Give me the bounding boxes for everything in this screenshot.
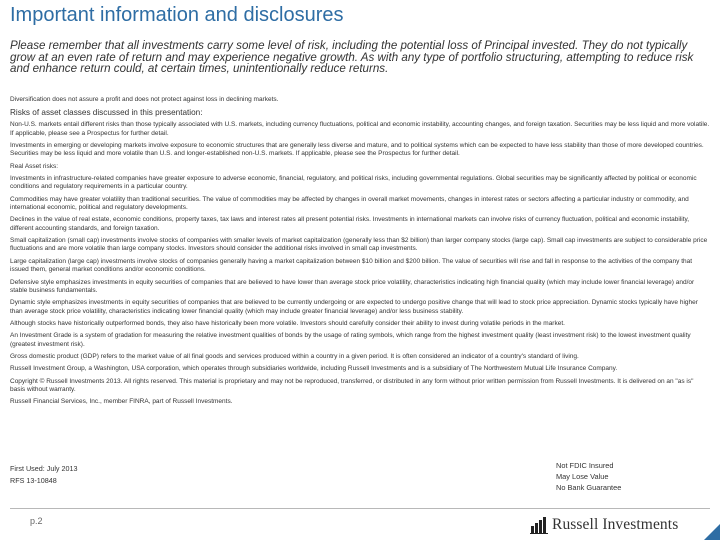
- commodities-paragraph: Commodities may have greater volatility than traditional securities. The value of commodities may be affected by changes in overall market movements, changes in interest rates or sectors affecting a particular industry or commodity, and international economic, political and regulatory developments.: [10, 195, 689, 212]
- notice-line-guarantee: No Bank Guarantee: [556, 483, 622, 493]
- fdic-notice: [556, 460, 706, 494]
- russell-logo: [530, 515, 678, 535]
- non-us-paragraph: Non-U.S. markets entail different risks than those typically associated with U.S. markets, including currency fluctuations, political and economic instability, accounting changes, and foreign taxation. Securities may be less liquid and more volatile. If applicable, please see a Prospectus for further detail.: [10, 121, 710, 137]
- stocks-paragraph: Although stocks have historically outperformed bonds, they also have historically been more volatile. Investors should carefully consider their ability to invest during volatile periods in the market.: [10, 319, 565, 327]
- russell-logo-text: Russell Investments: [552, 516, 679, 533]
- infrastructure-paragraph: Investments in infrastructure-related companies have greater exposure to adverse economic, financial, regulatory, and political risks, including governmental regulations. Global securities may be significantly affected by political or economic conditions and regulatory requirements in a particular country.: [10, 175, 697, 191]
- defensive-style-paragraph: Defensive style emphasizes investments in equity securities of companies that are believed to have lower than average stock price volatility, characteristics indicating high financial quality (which may include lower financial leverage) and/or stable business fundamentals.: [10, 278, 695, 294]
- page-number: p.2: [30, 516, 43, 526]
- real-assets-heading: Real Asset risks:: [10, 162, 59, 170]
- rfs-code: RFS 13-10848: [10, 476, 57, 485]
- footer-divider: [10, 508, 710, 509]
- copyright-paragraph: Copyright © Russell Investments 2013. All rights reserved. This material is proprietary and may not be reproduced, transferred, or distributed in any form without prior written permission from Russell Investments. It is delivered on an "as is" basis without warranty.: [10, 377, 694, 393]
- first-used-block: [10, 463, 78, 487]
- small-cap-paragraph: Small capitalization (small cap) investments involve stocks of companies with smaller levels of market capitalization (generally less than $2 billion) than larger company stocks (large cap). Small cap investments are subject to considerable price fluctuations and are more volatile than large company stocks. Investors should consider the additional risks involved in small cap investments.: [10, 237, 708, 253]
- first-used-date: First Used: July 2013: [10, 464, 78, 473]
- russell-logo-icon: [530, 516, 548, 534]
- notice-line-fdic: Not FDIC Insured: [556, 461, 614, 470]
- large-cap-paragraph: Large capitalization (large cap) investments involve stocks of companies generally having a market capitalization between $10 billion and $200 billion. The value of securities will rise and fall in response to the activities of the company that issued them, general market conditions and/or economic conditions.: [10, 257, 693, 274]
- real-estate-paragraph: Declines in the value of real estate, economic conditions, property taxes, tax laws and interest rates all present potential risks. Investments in international markets can involve risks of currency fluctuation, political and economic instability, different accounting standards, and foreign taxation.: [10, 216, 690, 232]
- page-corner-icon: [704, 524, 720, 540]
- intro-paragraph: Please remember that all investments carry some level of risk, including the potential loss of Principal invested. They do not typically grow at an even rate of return and may experience negative growth. As with any type of portfolio structuring, attempting to reduce risk and enhance return could, at certain times, unintentionally reduce returns.: [10, 39, 694, 76]
- dynamic-style-paragraph: Dynamic style emphasizes investments in equity securities of companies that are believed to be currently undergoing or are expected to undergo positive change that will lead to stock price appreciation. Dynamic stocks typically have higher than average stock price volatility, characteristics indicating lower financial quality (which may include greater financial leverage) and/or less business stability.: [10, 299, 698, 315]
- risks-heading: Risks of asset classes discussed in this presentation:: [10, 108, 203, 118]
- investment-grade-paragraph: An Investment Grade is a system of gradation for measuring the relative investment qualities of bonds by the usage of rating symbols, which range from the highest investment quality (least investment risk) to the lowest investment quality (greatest investment risk).: [10, 332, 691, 348]
- notice-line-value: May Lose Value: [556, 472, 609, 482]
- page-title: Important information and disclosures: [10, 4, 344, 26]
- diversification-paragraph: Diversification does not assure a profit and does not protect against loss in declining markets.: [10, 96, 279, 103]
- gdp-paragraph: Gross domestic product (GDP) refers to the market value of all final goods and services produced within a country in a given period. It is often considered an indicator of a country's standard of living.: [10, 352, 579, 360]
- disclosure-body: [10, 96, 710, 411]
- finra-paragraph: Russell Financial Services, Inc., member FINRA, part of Russell Investments.: [10, 398, 233, 406]
- emerging-markets-paragraph: Investments in emerging or developing markets involve exposure to economic structures that are generally less diverse and mature, and to political systems which can be expected to have less stability than those of more developed countries. Securities may be less liquid and more volatile than U.S. and longer-established non-U.S. markets. If applicable, please see the Prospectus for further detail.: [10, 142, 704, 158]
- russell-group-paragraph: Russell Investment Group, a Washington, USA corporation, which operates through subsidiaries worldwide, including Russell Investments and is a subsidiary of The Northwestern Mutual Life Insurance Company.: [10, 365, 618, 373]
